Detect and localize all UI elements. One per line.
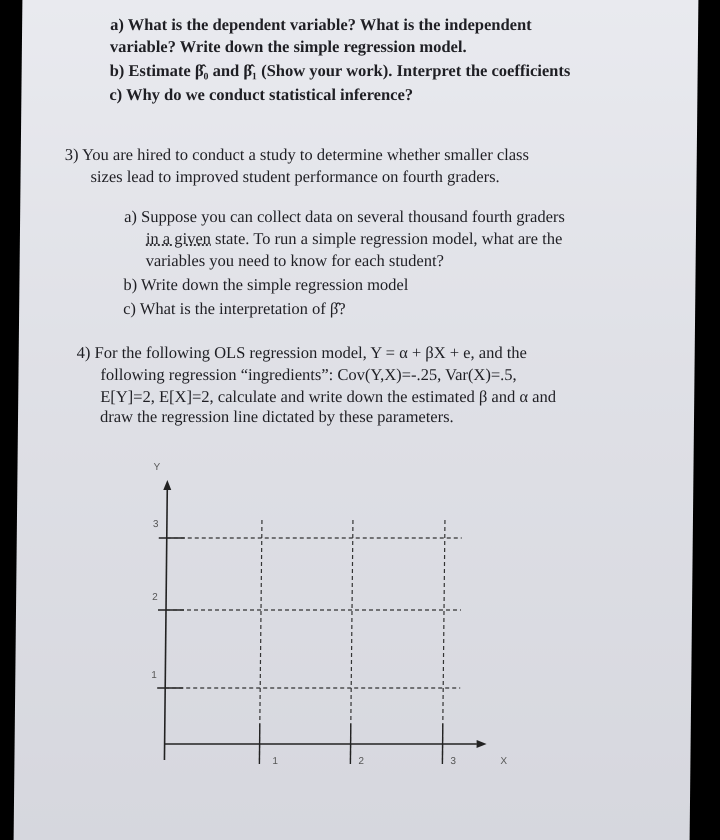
q3-underlined-phrase: in a given [145, 229, 212, 248]
q3-intro-line2: sizes lead to improved student performance on fourth graders. [90, 167, 500, 186]
q3-part-c: c) What is the interpretation of β̂? [123, 299, 346, 318]
q2-part-b: b) Estimate β̂₀ and β̂₁ (Show your work). Interpret the coefficients [109, 61, 571, 80]
x-tick-label-2: 2 [358, 756, 365, 767]
q2-part-c: c) Why do we conduct statistical inference? [109, 85, 414, 104]
q4-line1: 4) For the following OLS regression model, Y = α + βX + e, and the [76, 343, 528, 362]
y-tick-label-2: 2 [152, 592, 158, 603]
y-tick-label-1: 1 [151, 670, 157, 681]
q3-part-a-line1: a) Suppose you can collect data on several thousand fourth graders [124, 207, 566, 226]
q3-intro-line1: 3) You are hired to conduct a study to determine whether smaller class [64, 145, 530, 164]
q2-part-a-line1: a) What is the dependent variable? What is the independent [110, 15, 532, 34]
y-axis [164, 488, 167, 760]
q3-part-a-line2-rest: state. To run a simple regression model, what are the [210, 229, 563, 248]
q3-part-b: b) Write down the simple regression model [123, 275, 409, 294]
y-tick-label-3: 3 [152, 519, 159, 530]
q2-part-a-line2: variable? Write down the simple regression model. [109, 37, 467, 56]
worksheet-page [14, 0, 699, 840]
x-axis-arrow [477, 740, 487, 748]
q4-line2: following regression “ingredients”: Cov(Y,X)=-.25, Var(X)=.5, [100, 365, 517, 384]
y-axis-arrow [163, 480, 171, 490]
q4-line4: draw the regression line dictated by these parameters. [99, 407, 454, 426]
q4-line3: E[Y]=2, E[X]=2, calculate and write down the estimated β and α and [100, 387, 557, 406]
x-tick-label-1: 1 [272, 756, 279, 767]
y-axis-label: Y [153, 462, 161, 473]
blank-graph [14, 0, 699, 840]
x-tick-label-3: 3 [450, 756, 457, 767]
x-axis-label: X [500, 756, 508, 767]
q3-part-a-line3: variables you need to know for each student? [145, 251, 445, 270]
